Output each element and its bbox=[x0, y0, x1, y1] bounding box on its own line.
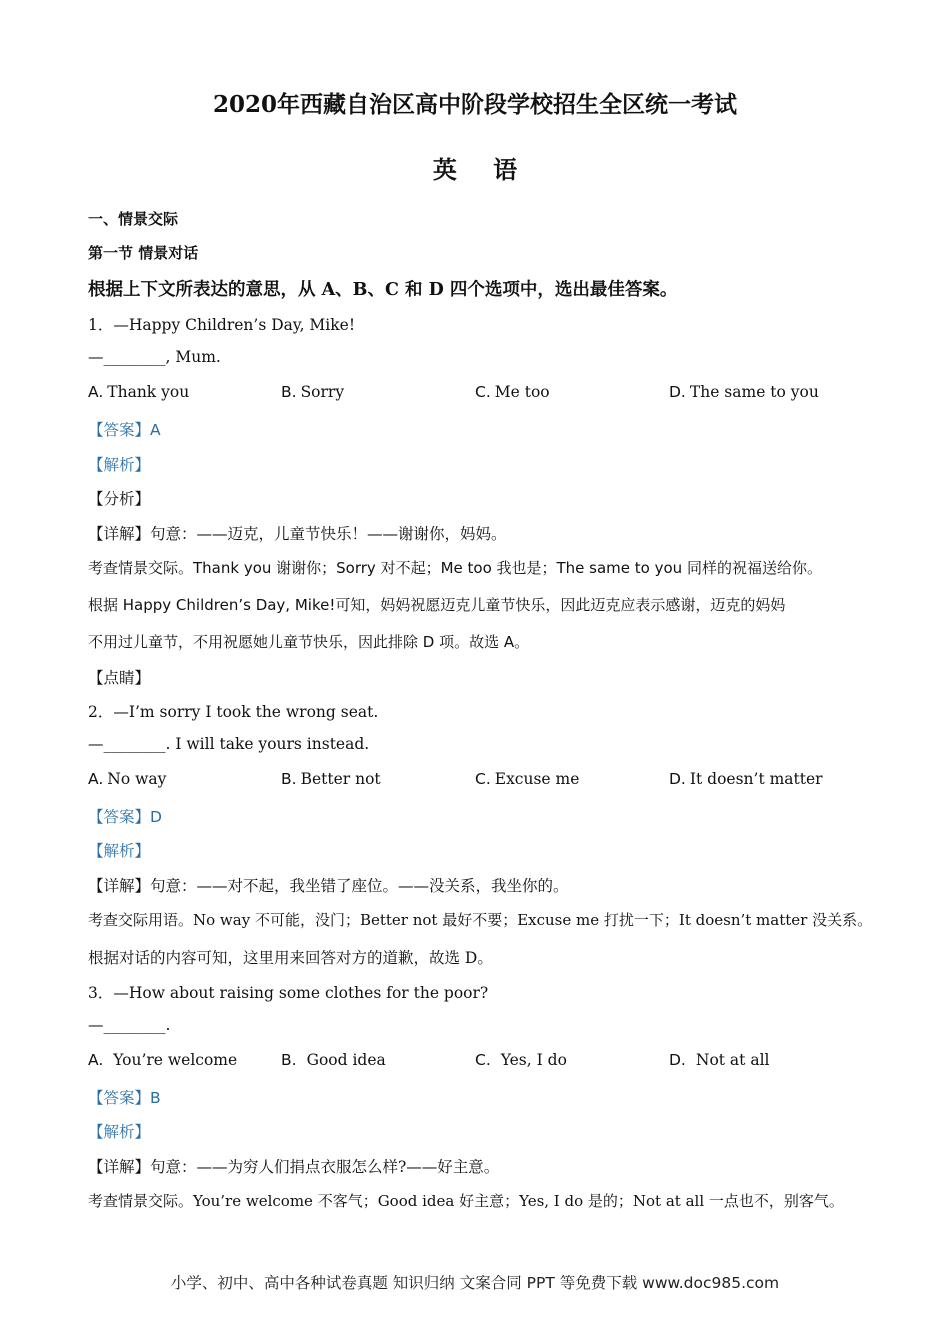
question-1-analysis-label: 【解析】 bbox=[88, 456, 151, 474]
question-1-dianjing-label: 【点睛】 bbox=[88, 669, 151, 687]
question-1-reply: —________, Mum. bbox=[88, 348, 221, 366]
exam-title: 2020年西藏自治区高中阶段学校招生全区统一考试 bbox=[212, 91, 737, 118]
question-2-answer: 【答案】D bbox=[88, 808, 162, 826]
question-2-option-a: A. No way bbox=[88, 770, 167, 788]
question-3-analysis-label: 【解析】 bbox=[88, 1123, 151, 1141]
question-2-reply: —________. I will take yours instead. bbox=[88, 735, 370, 753]
instruction: 根据上下文所表达的意思，从 A、B、C 和 D 四个选项中，选出最佳答案。 bbox=[88, 280, 678, 300]
question-1-detail: 【详解】句意：——迈克，儿童节快乐！——谢谢你，妈妈。 bbox=[88, 525, 507, 543]
question-1-option-b: B. Sorry bbox=[281, 383, 345, 401]
question-3-reply: —________. bbox=[88, 1016, 171, 1034]
question-2-detail: 【详解】句意：——对不起，我坐错了座位。——没关系，我坐你的。 bbox=[88, 877, 569, 895]
question-3-detail: 【详解】句意：——为穷人们捐点衣服怎么样?——好主意。 bbox=[88, 1158, 500, 1176]
question-3-option-d: D. Not at all bbox=[669, 1051, 770, 1069]
question-3-option-a: A. You’re welcome bbox=[88, 1051, 238, 1069]
question-3-explanation-1: 考查情景交际。You’re welcome 不客气；Good idea 好主意；Yes, I do 是的；Not at all 一点也不，别客气。 bbox=[88, 1192, 844, 1210]
question-3-answer: 【答案】B bbox=[88, 1089, 161, 1107]
question-3-option-c: C. Yes, I do bbox=[475, 1051, 567, 1069]
question-2-explanation-2: 根据对话的内容可知，这里用来回答对方的道歉，故选 D。 bbox=[88, 949, 493, 967]
question-2-option-c: C. Excuse me bbox=[475, 770, 580, 788]
question-3-option-b: B. Good idea bbox=[281, 1051, 386, 1069]
question-1-answer: 【答案】A bbox=[88, 421, 161, 439]
subsection-heading: 第一节 情景对话 bbox=[88, 244, 199, 262]
question-2-option-d: D. It doesn’t matter bbox=[669, 770, 823, 788]
question-1-explanation-3: 不用过儿童节，不用祝愿她儿童节快乐，因此排除 D 项。故选 A。 bbox=[88, 633, 530, 651]
question-3-stem: 3．—How about raising some clothes for the poor? bbox=[88, 984, 489, 1002]
question-1-explanation-2: 根据 Happy Children’s Day, Mike!可知，妈妈祝愿迈克儿童节快乐，因此迈克应表示感谢，迈克的妈妈 bbox=[88, 596, 786, 614]
footer-watermark-text: 小学、初中、高中各种试卷真题 知识归纳 文案合同 PPT 等免费下载 www.doc985.com bbox=[170, 1274, 780, 1292]
question-1-option-c: C. Me too bbox=[475, 383, 550, 401]
question-1-option-a: A. Thank you bbox=[88, 383, 190, 401]
question-1-option-d: D. The same to you bbox=[669, 383, 819, 401]
section-heading: 一、情景交际 bbox=[88, 210, 179, 228]
question-1-fenxi-label: 【分析】 bbox=[88, 490, 151, 508]
question-2-option-b: B. Better not bbox=[281, 770, 381, 788]
question-2-explanation-1: 考查交际用语。No way 不可能，没门；Better not 最好不要；Excuse me 打扰一下；It doesn’t matter 没关系。 bbox=[88, 911, 873, 929]
question-1-explanation-1: 考查情景交际。Thank you 谢谢你；Sorry 对不起；Me too 我也是；The same to you 同样的祝福送给你。 bbox=[88, 559, 822, 577]
question-2-analysis-label: 【解析】 bbox=[88, 842, 151, 860]
subject-title: 英 语 bbox=[432, 155, 532, 184]
question-1-stem: 1．—Happy Children’s Day, Mike! bbox=[88, 316, 356, 334]
question-2-stem: 2．—I’m sorry I took the wrong seat. bbox=[88, 703, 379, 721]
